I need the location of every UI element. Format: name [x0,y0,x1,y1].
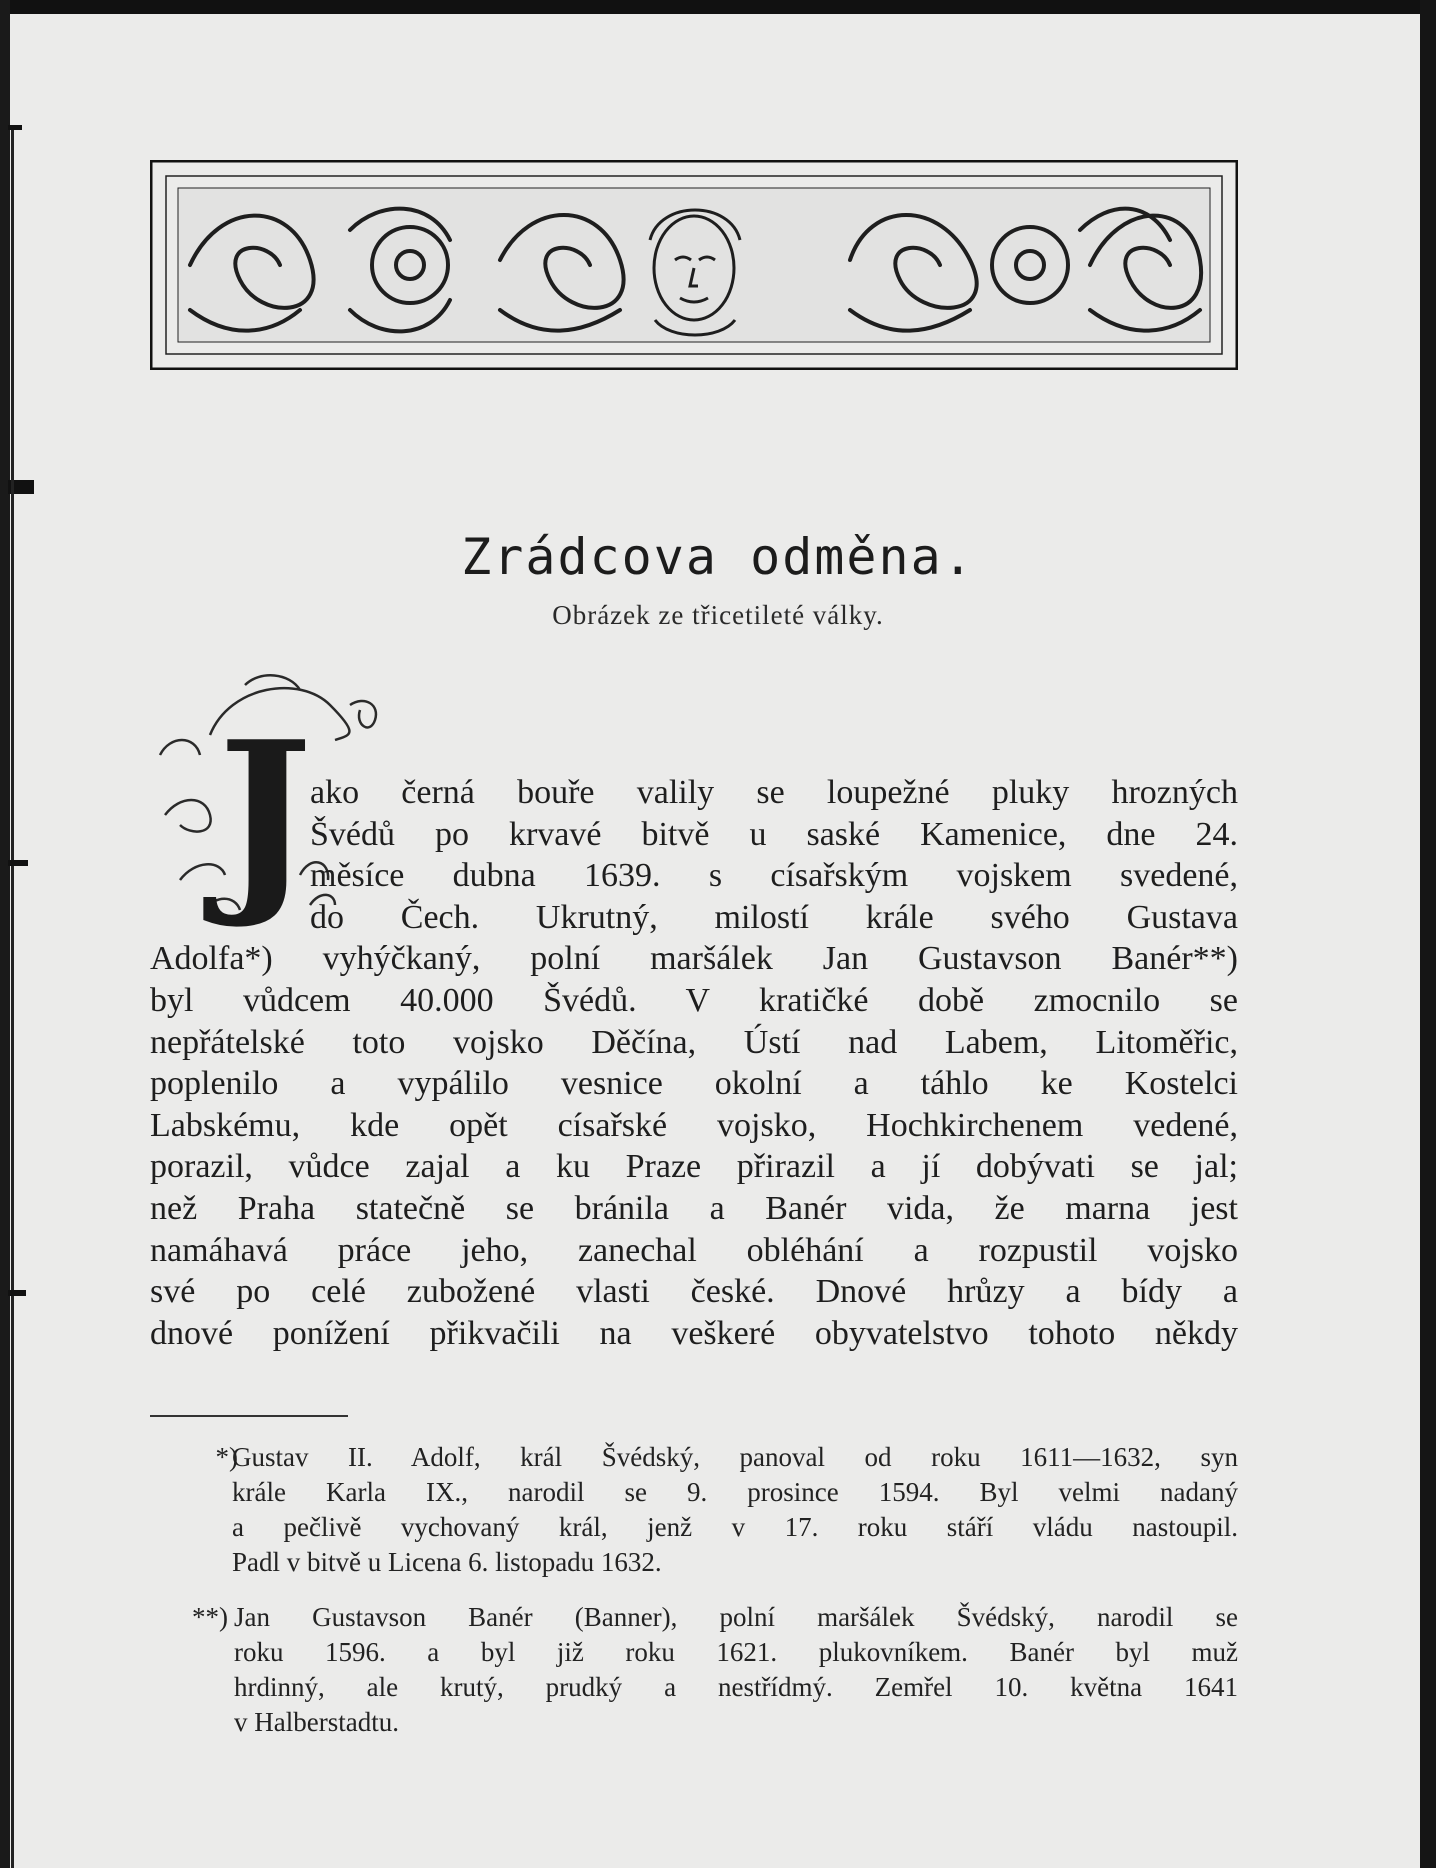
footnote-marker: **) [192,1602,228,1632]
scan-border-top [0,0,1436,14]
body-line: měsíce dubna 1639. s císařským vojskem svedené, [310,857,1238,895]
body-line: své po celé zubožené vlasti české. Dnové hrůzy a bídy a [150,1273,1238,1311]
footnotes [150,1440,1238,1760]
story-title: Zrádcova odměna. [461,528,975,586]
body-line: dnové ponížení přikvačili na veškeré obyvatelstvo tohoto někdy [150,1314,1238,1352]
body-line: Labskému, kde opět císařské vojsko, Hochkirchenem vedené, [150,1106,1238,1144]
body-line: nepřátelské toto vojsko Děčína, Ústí nad Labem, Litoměřic, [150,1023,1238,1061]
footnote-line: a pečlivě vychovaný král, jenž v 17. roku stáří vládu nastoupil. [232,1512,1238,1542]
body-line: porazil, vůdce zajal a ku Praze přirazil a jí dobývati se jal; [150,1148,1238,1186]
footnote-line: Jan Gustavson Banér (Banner), polní maršálek Švédský, narodil se [234,1602,1238,1632]
footnote-line: Gustav II. Adolf, král Švédský, panoval od roku 1611—1632, syn [232,1442,1238,1472]
story-subtitle: Obrázek ze třicetileté války. [552,600,884,630]
footnote-line: hrdinný, ale krutý, prudký a nestřídmý. Zemřel 10. května 1641 [234,1672,1238,1702]
footnote-marker: *) [215,1442,238,1472]
body-line: Adolfa*) vyhýčkaný, polní maršálek Jan Gustavson Banér**) [150,940,1238,978]
scan-border-right [1420,0,1436,1868]
footnote-line: krále Karla IX., narodil se 9. prosince 1594. Byl velmi nadaný [232,1477,1238,1507]
body-paragraph [150,772,1238,1354]
body-line: byl vůdcem 40.000 Švédů. V kratičké době zmocnilo se [150,981,1238,1019]
body-line: ako černá bouře valily se loupežné pluky hrozných [310,774,1238,811]
body-line: než Praha statečně se bránila a Banér vida, že marna jest [150,1189,1238,1227]
body-line: do Čech. Ukrutný, milostí krále svého Gustava [310,898,1238,936]
footnote-divider [150,1415,348,1417]
binding-marks [8,0,38,1868]
body-line: namáhavá práce jeho, zanechal obléhání a rozpustil vojsko [150,1231,1238,1269]
footnote-line: v Halberstadtu. [234,1707,399,1737]
drop-cap-letter: J [218,698,313,933]
footnote [150,1600,1238,1740]
footnote-line: Padl v bitvě u Licena 6. listopadu 1632. [232,1547,662,1577]
body-line: poplenilo a vypálilo vesnice okolní a táhlo ke Kostelci [150,1065,1238,1103]
body-line: Švédů po krvavé bitvě u saské Kamenice, dne 24. [310,815,1238,853]
ornamental-header-band [150,160,1238,370]
footnote-line: roku 1596. a byl již roku 1621. plukovníkem. Banér byl muž [234,1637,1238,1667]
footnote [150,1440,1238,1580]
